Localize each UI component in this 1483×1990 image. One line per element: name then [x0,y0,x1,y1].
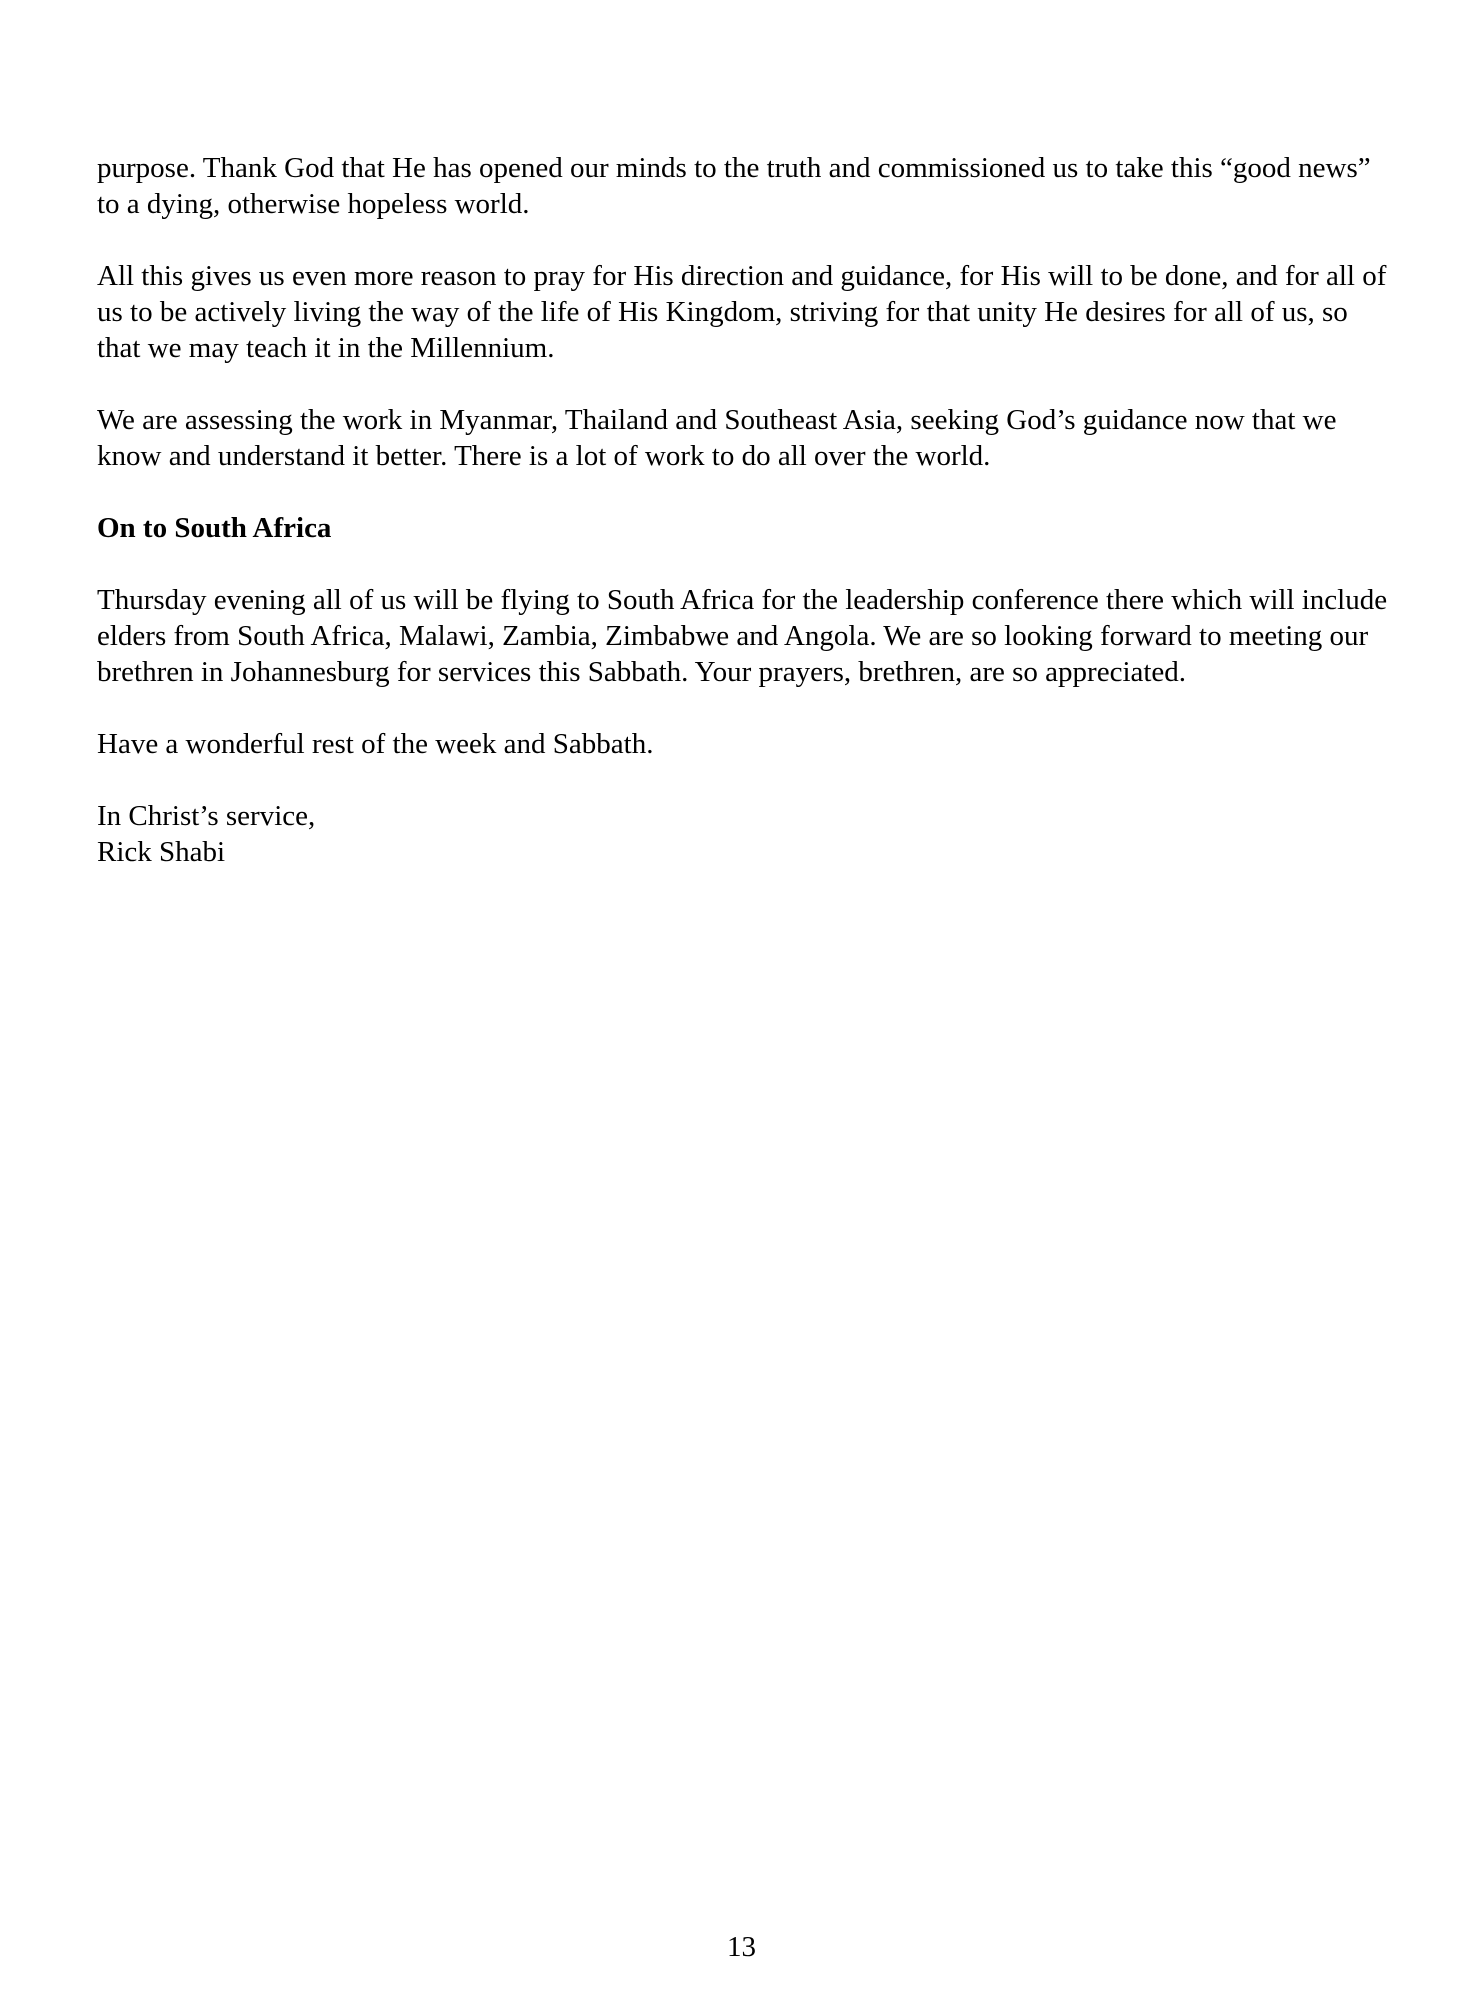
closing-block [97,798,1397,870]
page-number: 13 [727,1931,756,1963]
paragraph-south-africa: Thursday evening all of us will be flying to South Africa for the leadership conference there which will include elders from South Africa, Malawi, Zambia, Zimbabwe and Angola. We are so looking forward to meeting our brethren in Johannesburg for services this Sabbath. Your prayers, brethren, are so appreciated. [97,584,1388,688]
paragraph-prayer: All this gives us even more reason to pray for His direction and guidance, for His will to be done, and for all of us to be actively living the way of the life of His Kingdom, striving for that unity He desires for all of us, so that we may teach it in the Millennium. [97,260,1387,364]
paragraph-purpose: purpose. Thank God that He has opened our minds to the truth and commissioned us to take this “good news” to a dying, otherwise hopeless world. [97,152,1371,220]
paragraph-southeast-asia: We are assessing the work in Myanmar, Thailand and Southeast Asia, seeking God’s guidance now that we know and understand it better. There is a lot of work to do all over the world. [97,404,1337,472]
section-heading: On to South Africa [97,512,332,544]
signature-name: Rick Shabi [97,836,226,868]
closing-salutation: In Christ’s service, [97,800,316,832]
paragraph-sabbath-wish: Have a wonderful rest of the week and Sabbath. [97,728,654,760]
document-body [97,150,1397,906]
